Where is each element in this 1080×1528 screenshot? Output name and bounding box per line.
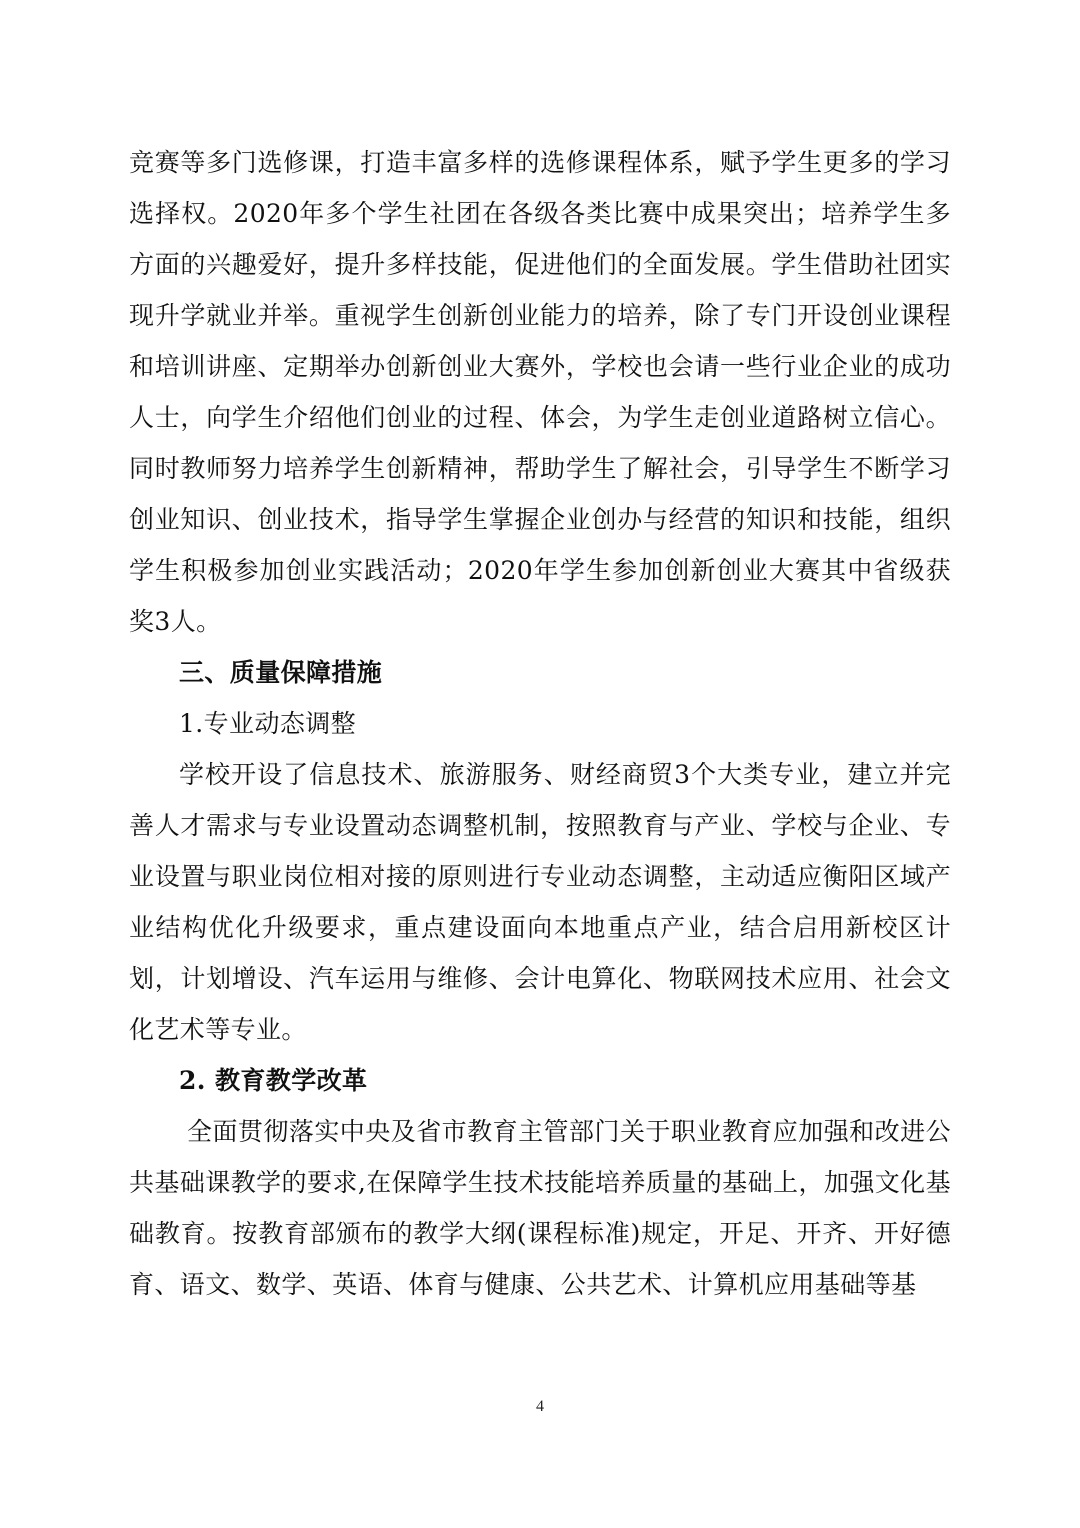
- paragraph-teaching-reform: 全面贯彻落实中央及省市教育主管部门关于职业教育应加强和改进公共基础课教学的要求,在保障学生技术技能培养质量的基础上，加强文化基础教育。按教育部颁布的教学大纲(课程标准)规定，开足、开齐、开好德育、语文、数学、英语、体育与健康、公共艺术、计算机应用基础等基: [129, 1117, 951, 1299]
- subsection-heading-teaching-reform: 2. 教育教学改革: [179, 1066, 368, 1095]
- subsection-heading-major-adjustment: 1.专业动态调整: [179, 709, 357, 738]
- section-heading-quality-assurance: 三、质量保障措施: [179, 658, 383, 687]
- paragraph-major-adjustment: 学校开设了信息技术、旅游服务、财经商贸3个大类专业，建立并完善人才需求与专业设置动态调整机制，按照教育与产业、学校与企业、专业设置与职业岗位相对接的原则进行专业动态调整，主动适应衡阳区域产业结构优化升级要求，重点建设面向本地重点产业，结合启用新校区计划，计划增设、汽车运用与维修、会计电算化、物联网技术应用、社会文化艺术等专业。: [129, 760, 951, 1044]
- paragraph-elective-courses: 竞赛等多门选修课，打造丰富多样的选修课程体系，赋予学生更多的学习选择权。2020年多个学生社团在各级各类比赛中成果突出；培养学生多方面的兴趣爱好，提升多样技能，促进他们的全面发展。学生借助社团实现升学就业并举。重视学生创新创业能力的培养，除了专门开设创业课程和培训讲座、定期举办创新创业大赛外，学校也会请一些行业企业的成功人士，向学生介绍他们创业的过程、体会，为学生走创业道路树立信心。同时教师努力培养学生创新精神，帮助学生了解社会，引导学生不断学习创业知识、创业技术，指导学生掌握企业创办与经营的知识和技能，组织学生积极参加创业实践活动；2020年学生参加创新创业大赛其中省级获奖3人。: [129, 148, 951, 636]
- document-body: [129, 137, 951, 1310]
- page-number: 4: [536, 1398, 544, 1415]
